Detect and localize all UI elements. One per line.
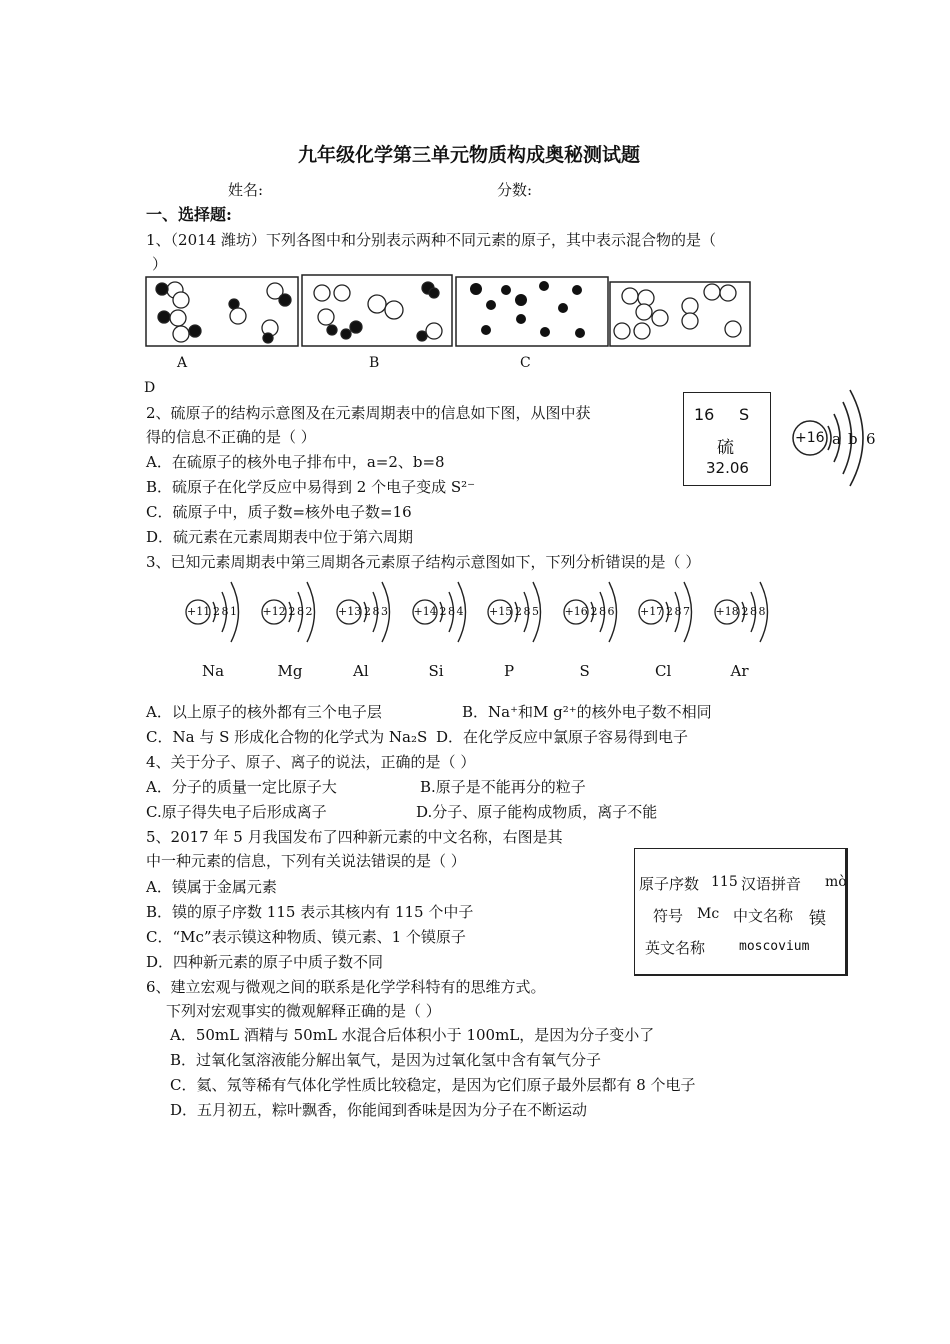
atom-nucleus: +17: [640, 605, 664, 618]
atom-nucleus: +12: [262, 605, 286, 618]
cell-symbol: S: [739, 405, 750, 424]
name-label: 姓名:: [228, 181, 264, 199]
q5-option-a: A．镆属于金属元素: [146, 878, 277, 896]
q3-option-b: B．Na⁺和M g²⁺的核外电子数不相同: [462, 703, 712, 721]
q5-option-d: D．四种新元素的原子中质子数不同: [146, 953, 384, 971]
sulfur-nucleus-charge: +16: [795, 430, 825, 446]
q4-option-a: A．分子的质量一定比原子大: [146, 778, 337, 796]
q1-label-c: C: [520, 355, 531, 371]
card-pinyin-label: 汉语拼音: [741, 875, 802, 893]
q6-option-d: D．五月初五，粽叶飘香，你能闻到香味是因为分子在不断运动: [170, 1101, 588, 1119]
atom-nucleus: +14: [413, 605, 437, 618]
q2-option-c: C．硫原子中，质子数=核外电子数=16: [146, 503, 412, 521]
atom-electron-shells: 2 8 7: [666, 605, 689, 618]
q2-option-d: D．硫元素在元素周期表中位于第六周期: [146, 528, 414, 546]
card-english-name-label: 英文名称: [645, 939, 706, 957]
score-label: 分数:: [497, 181, 533, 199]
q4-option-b: B.原子是不能再分的粒子: [420, 778, 586, 796]
atom-symbol-mg: Mg: [277, 662, 303, 680]
q4-stem: 4、关于分子、原子、离子的说法，正确的是（ ）: [146, 753, 476, 771]
atom-nucleus: +15: [489, 605, 513, 618]
atom-diagram-ar: [715, 580, 787, 644]
q5-stem: 5、2017 年 5 月我国发布了四种新元素的中文名称，右图是其: [146, 828, 563, 846]
atom-symbol-cl: Cl: [655, 662, 672, 680]
atom-symbol-si: Si: [428, 662, 444, 680]
q3-stem: 3、已知元素周期表中第三周期各元素原子结构示意图如下，下列分析错误的是（ ）: [146, 553, 701, 571]
card-chinese-name: 镆: [809, 909, 826, 929]
q6-option-b: B．过氧化氢溶液能分解出氧气，是因为过氧化氢中含有氧气分子: [170, 1051, 602, 1069]
atom-electron-shells: 2 8 8: [741, 605, 765, 618]
atom-symbol-ar: Ar: [730, 662, 749, 680]
atom-nucleus: +18: [715, 605, 739, 618]
atom-nucleus: +11: [187, 605, 211, 618]
q1-particle-diagrams: [0, 272, 950, 362]
card-chinese-name-label: 中文名称: [733, 907, 794, 925]
atom-symbol-s: S: [579, 662, 590, 680]
atom-symbol-al: Al: [353, 662, 369, 680]
cell-name: 硫: [717, 438, 734, 458]
card-english-name: moscovium: [739, 939, 810, 954]
atom-symbol-na: Na: [202, 662, 225, 680]
q1-label-d: D: [144, 380, 156, 396]
atom-diagram-p: [488, 580, 560, 644]
atom-diagram-cl: [639, 580, 711, 644]
q3-option-d: D．在化学反应中氯原子容易得到电子: [436, 728, 689, 746]
moscovium-info-card: [634, 848, 848, 976]
q1-label-b: B: [369, 355, 380, 371]
atom-electron-shells: 2 8 6: [590, 605, 614, 618]
q1-stem: 1、（2014 潍坊）下列各图中和分别表示两种不同元素的原子，其中表示混合物的是（: [146, 231, 716, 249]
atom-symbol-p: P: [504, 662, 515, 680]
section-heading: 一、选择题:: [146, 205, 232, 224]
atom-diagram-s: [564, 580, 636, 644]
q5-option-c: C．“Mc”表示镆这种物质、镆元素、1 个镆原子: [146, 928, 466, 946]
sulfur-shell-a: a: [832, 430, 841, 448]
cell-atomic-number: 16: [694, 405, 715, 424]
q6-option-c: C．氦、氖等稀有气体化学性质比较稳定，是因为它们原子最外层都有 8 个电子: [170, 1076, 696, 1094]
card-symbol-label: 符号: [653, 907, 684, 925]
q4-option-d: D.分子、原子能构成物质，离子不能: [416, 803, 658, 821]
atom-electron-shells: 2 8 1: [213, 605, 236, 618]
q4-option-c: C.原子得失电子后形成离子: [146, 803, 327, 821]
q2-stem-2: 得的信息不正确的是（ ）: [146, 428, 316, 446]
sulfur-shell-outer: 6: [866, 430, 876, 448]
page-title: 九年级化学第三单元物质构成奥秘测试题: [298, 144, 641, 166]
card-atomic-number: 115: [711, 874, 738, 890]
q2-option-a: A．在硫原子的核外电子排布中，a=2、b=8: [146, 453, 445, 471]
atom-nucleus: +16: [564, 605, 588, 618]
atom-diagram-al: [337, 580, 409, 644]
atom-diagram-na: [186, 580, 258, 644]
atom-electron-shells: 2 8 4: [439, 605, 463, 618]
atom-electron-shells: 2 8 2: [288, 605, 312, 618]
atom-diagram-si: [413, 580, 485, 644]
sulfur-periodic-cell: [683, 392, 771, 486]
q2-stem: 2、硫原子的结构示意图及在元素周期表中的信息如下图，从图中获: [146, 404, 591, 422]
q1-label-a: A: [177, 355, 188, 371]
sulfur-shell-b: b: [848, 430, 858, 448]
q3-option-a: A．以上原子的核外都有三个电子层: [146, 703, 382, 721]
q5-option-b: B．镆的原子序数 115 表示其核内有 115 个中子: [146, 903, 474, 921]
atom-electron-shells: 2 8 3: [364, 605, 387, 618]
q6-stem: 6、建立宏观与微观之间的联系是化学学科特有的思维方式。: [146, 978, 546, 996]
q6-stem-2: 下列对宏观事实的微观解释正确的是（ ）: [166, 1002, 441, 1020]
q5-stem-2: 中一种元素的信息，下列有关说法错误的是（ ）: [146, 852, 466, 870]
cell-mass: 32.06: [706, 459, 749, 477]
q1-stem-end: ）: [152, 255, 168, 273]
q2-option-b: B．硫原子在化学反应中易得到 2 个电子变成 S²⁻: [146, 478, 476, 496]
card-pinyin: mò: [825, 874, 847, 890]
atom-electron-shells: 2 8 5: [515, 605, 538, 618]
atom-nucleus: +13: [338, 605, 362, 618]
q3-option-c: C．Na 与 S 形成化合物的化学式为 Na₂S: [146, 728, 428, 746]
card-atomic-number-label: 原子序数: [639, 875, 700, 893]
card-symbol: Mc: [697, 906, 720, 922]
atom-diagram-mg: [262, 580, 334, 644]
q6-option-a: A．50mL 酒精与 50mL 水混合后体积小于 100mL，是因为分子变小了: [170, 1026, 655, 1044]
